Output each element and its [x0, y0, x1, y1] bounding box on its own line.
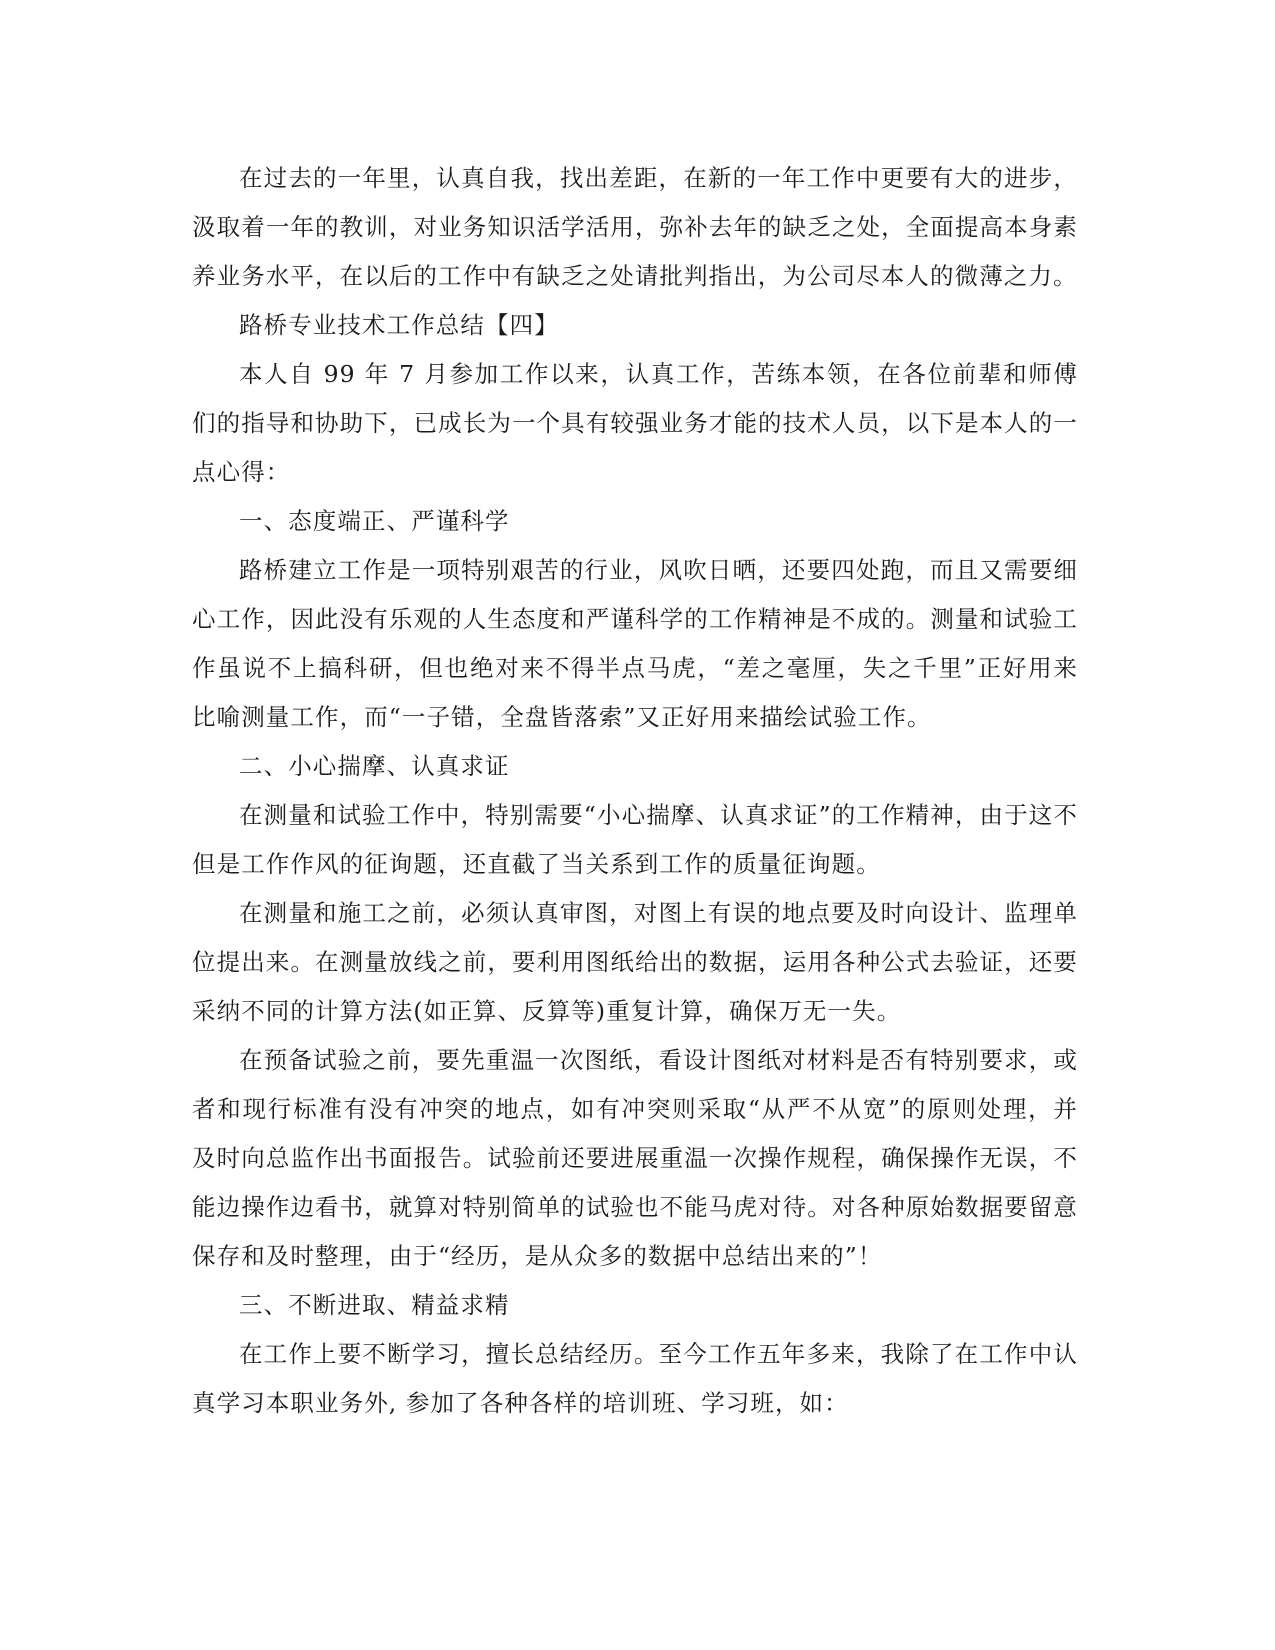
paragraph-attitude: 路桥建立工作是一项特别艰苦的行业，风吹日晒，还要四处跑，而且又需要细心工作，因此没有乐观的人生态度和严谨科学的工作精神是不成的。测量和试验工作虽说不上搞科研，但也绝对来不得半点马虎，“差之毫厘，失之千里”正好用来比喻测量工作，而“一子错，全盘皆落索”又正好用来描绘试验工作。	[192, 556, 1078, 731]
section-title-4: 路桥专业技术工作总结【四】	[239, 311, 559, 339]
paragraph-progress: 在工作上要不断学习，擅长总结经历。至今工作五年多来，我除了在工作中认真学习本职业务外, 参加了各种各样的培训班、学习班，如：	[192, 1340, 1078, 1417]
heading-careful: 二、小心揣摩、认真求证	[239, 752, 510, 780]
paragraph-careful-3: 在预备试验之前，要先重温一次图纸，看设计图纸对材料是否有特别要求，或者和现行标准有没有冲突的地点，如有冲突则采取“从严不从宽”的原则处理，并及时向总监作出书面报告。试验前还要进展重温一次操作规程，确保操作无误，不能边操作边看书，就算对特别简单的试验也不能马虎对待。对各种原始数据要留意保存和及时整理，由于“经历，是从众多的数据中总结出来的”！	[192, 1046, 1078, 1270]
heading-attitude: 一、态度端正、严谨科学	[239, 507, 510, 535]
heading-progress: 三、不断进取、精益求精	[239, 1291, 510, 1319]
paragraph-careful-1: 在测量和试验工作中，特别需要“小心揣摩、认真求证”的工作精神，由于这不但是工作作风的征询题，还直截了当关系到工作的质量征询题。	[192, 801, 1078, 878]
paragraph-careful-2: 在测量和施工之前，必须认真审图，对图上有误的地点要及时向设计、监理单位提出来。在测量放线之前，要利用图纸给出的数据，运用各种公式去验证，还要采纳不同的计算方法(如正算、反算等)重复计算，确保万无一失。	[192, 899, 1078, 1025]
paragraph-intro: 本人自 99 年 7 月参加工作以来，认真工作，苦练本领，在各位前辈和师傅们的指导和协助下，已成长为一个具有较强业务才能的技术人员，以下是本人的一点心得：	[192, 360, 1078, 486]
document-body	[192, 154, 1078, 1428]
paragraph-summary: 在过去的一年里，认真自我，找出差距，在新的一年工作中更要有大的进步，汲取着一年的教训，对业务知识活学活用，弥补去年的缺乏之处，全面提高本身素养业务水平，在以后的工作中有缺乏之处请批判指出，为公司尽本人的微薄之力。	[192, 164, 1078, 290]
